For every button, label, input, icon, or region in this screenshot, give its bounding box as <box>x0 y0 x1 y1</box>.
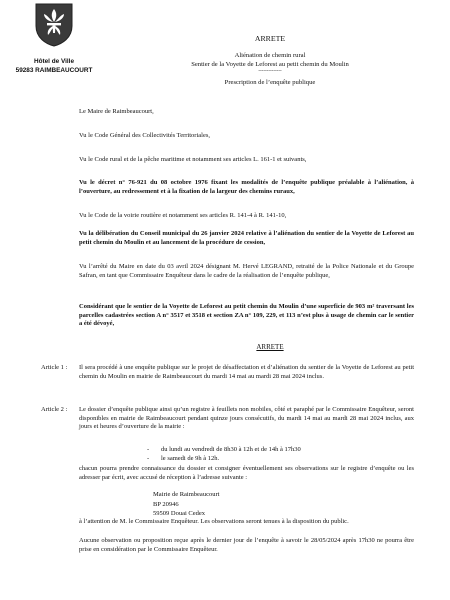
address-line: BP 20946 <box>153 500 179 508</box>
article-2-text-2: chacun pourra prendre connaissance du dossier et consigner éventuellement ses observations sur le registre d’enquête ou les adresser par écrit, avec accusé de réception à l’adresse suivante : <box>79 465 414 481</box>
vu-code-rural: Vu le Code rural et de la pêche maritime et notamment ses articles L. 161-1 et suivants, <box>79 156 307 163</box>
address-line: 59509 Douai Cedex <box>153 510 205 518</box>
document-title: ARRETE <box>254 34 286 43</box>
article-2-text-1: Le dossier d’enquête publique ainsi qu’un registre à feuillets non mobiles, côté et paraphé par le Commissaire Enquêteur, seront disponibles en mairie de Raimbeaucourt pendant quinze jours consécutifs, du mardi 14 mai au mardi 28 mai 2024 inclus, aux jours et heures d’ouverture de la mairie : <box>79 406 414 431</box>
town-crest-logo <box>34 2 74 47</box>
vu-code-voirie: Vu le Code de la voirie routière et notamment ses articles R. 141-4 à R. 141-10, <box>79 212 287 219</box>
subject-separator: -------------- <box>258 69 282 74</box>
vu-decret: Vu le décret n° 76-921 du 08 octobre 1976 fixant les modalités de l’enquête publique préalable à l’aliénation, à l’ouverture, au redressement et à la fixation de la largeur des chemins ruraux, <box>79 179 414 195</box>
article-1-label: Article 1 : <box>41 364 68 371</box>
vu-arrete-commissaire: Vu l’arrêté du Maire en date du 03 avril 2024 désignant M. Hervé LEGRAND, retraité de la Police Nationale et du Groupe Safran, en tant que Commissaire Enquêteur dans le cadre de la réalisation de l’enquête publique, <box>79 263 414 279</box>
address-line: Mairie de Raimbeaucourt <box>153 491 220 498</box>
article-2-text-3: à l’attention de M. le Commissaire Enquêteur. Les observations seront tenues à la disposition du public. <box>79 518 349 525</box>
mairie-postcode: 59283 RAIMBEAUCOURT <box>15 67 93 74</box>
article-2-label: Article 2 : <box>41 406 68 413</box>
article-1-text: Il sera procédé à une enquête publique sur le projet de désaffectation et d’aliénation du sentier de la Voyette de Leforest au petit chemin du Moulin en mairie de Raimbeaucourt du mardi 14 mai au mardi 28 mai 2024 inclus. <box>79 364 414 380</box>
hours-list <box>79 446 414 463</box>
address-block <box>79 491 414 519</box>
arrete-heading: ARRETE <box>256 343 284 351</box>
considerant: Considérant que le sentier de la Voyette de Leforest au petit chemin du Moulin d’une superficie de 903 m² traversant les parcelles cadastrées section A n° 3517 et 3518 et section ZA n° 109, 229, et 113 n’est plus à usage de chemin car le sentier a été dévoyé, <box>79 303 414 328</box>
article-2-text-4: Aucune observation ou proposition reçue après le dernier jour de l’enquête à savoir le 28/05/2024 après 17h30 ne pourra être prise en considération par le Commissaire Enquêteur. <box>79 537 414 553</box>
vu-deliberation: Vu la délibération du Conseil municipal du 26 janvier 2024 relative à l’aliénation du sentier de la Voyette de Leforest au petit chemin du Moulin et au lancement de la procédure de cession, <box>79 230 414 246</box>
mairie-name: Hôtel de Ville <box>33 58 74 65</box>
list-item: - le samedi de 9h à 12h. <box>147 454 220 462</box>
list-item: - du lundi au vendredi de 8h30 à 12h et de 14h à 17h30 <box>147 446 301 453</box>
vu-cgct: Vu le Code Général des Collectivités Territoriales, <box>79 132 210 139</box>
subject-line-1: Aliénation de chemin rural <box>234 52 306 59</box>
subject-line-2: Sentier de la Voyette de Leforest au petit chemin du Moulin <box>191 61 349 68</box>
subject-line-3: Prescription de l’enquête publique <box>224 79 316 86</box>
intro-line: Le Maire de Raimbeaucourt, <box>79 108 154 115</box>
